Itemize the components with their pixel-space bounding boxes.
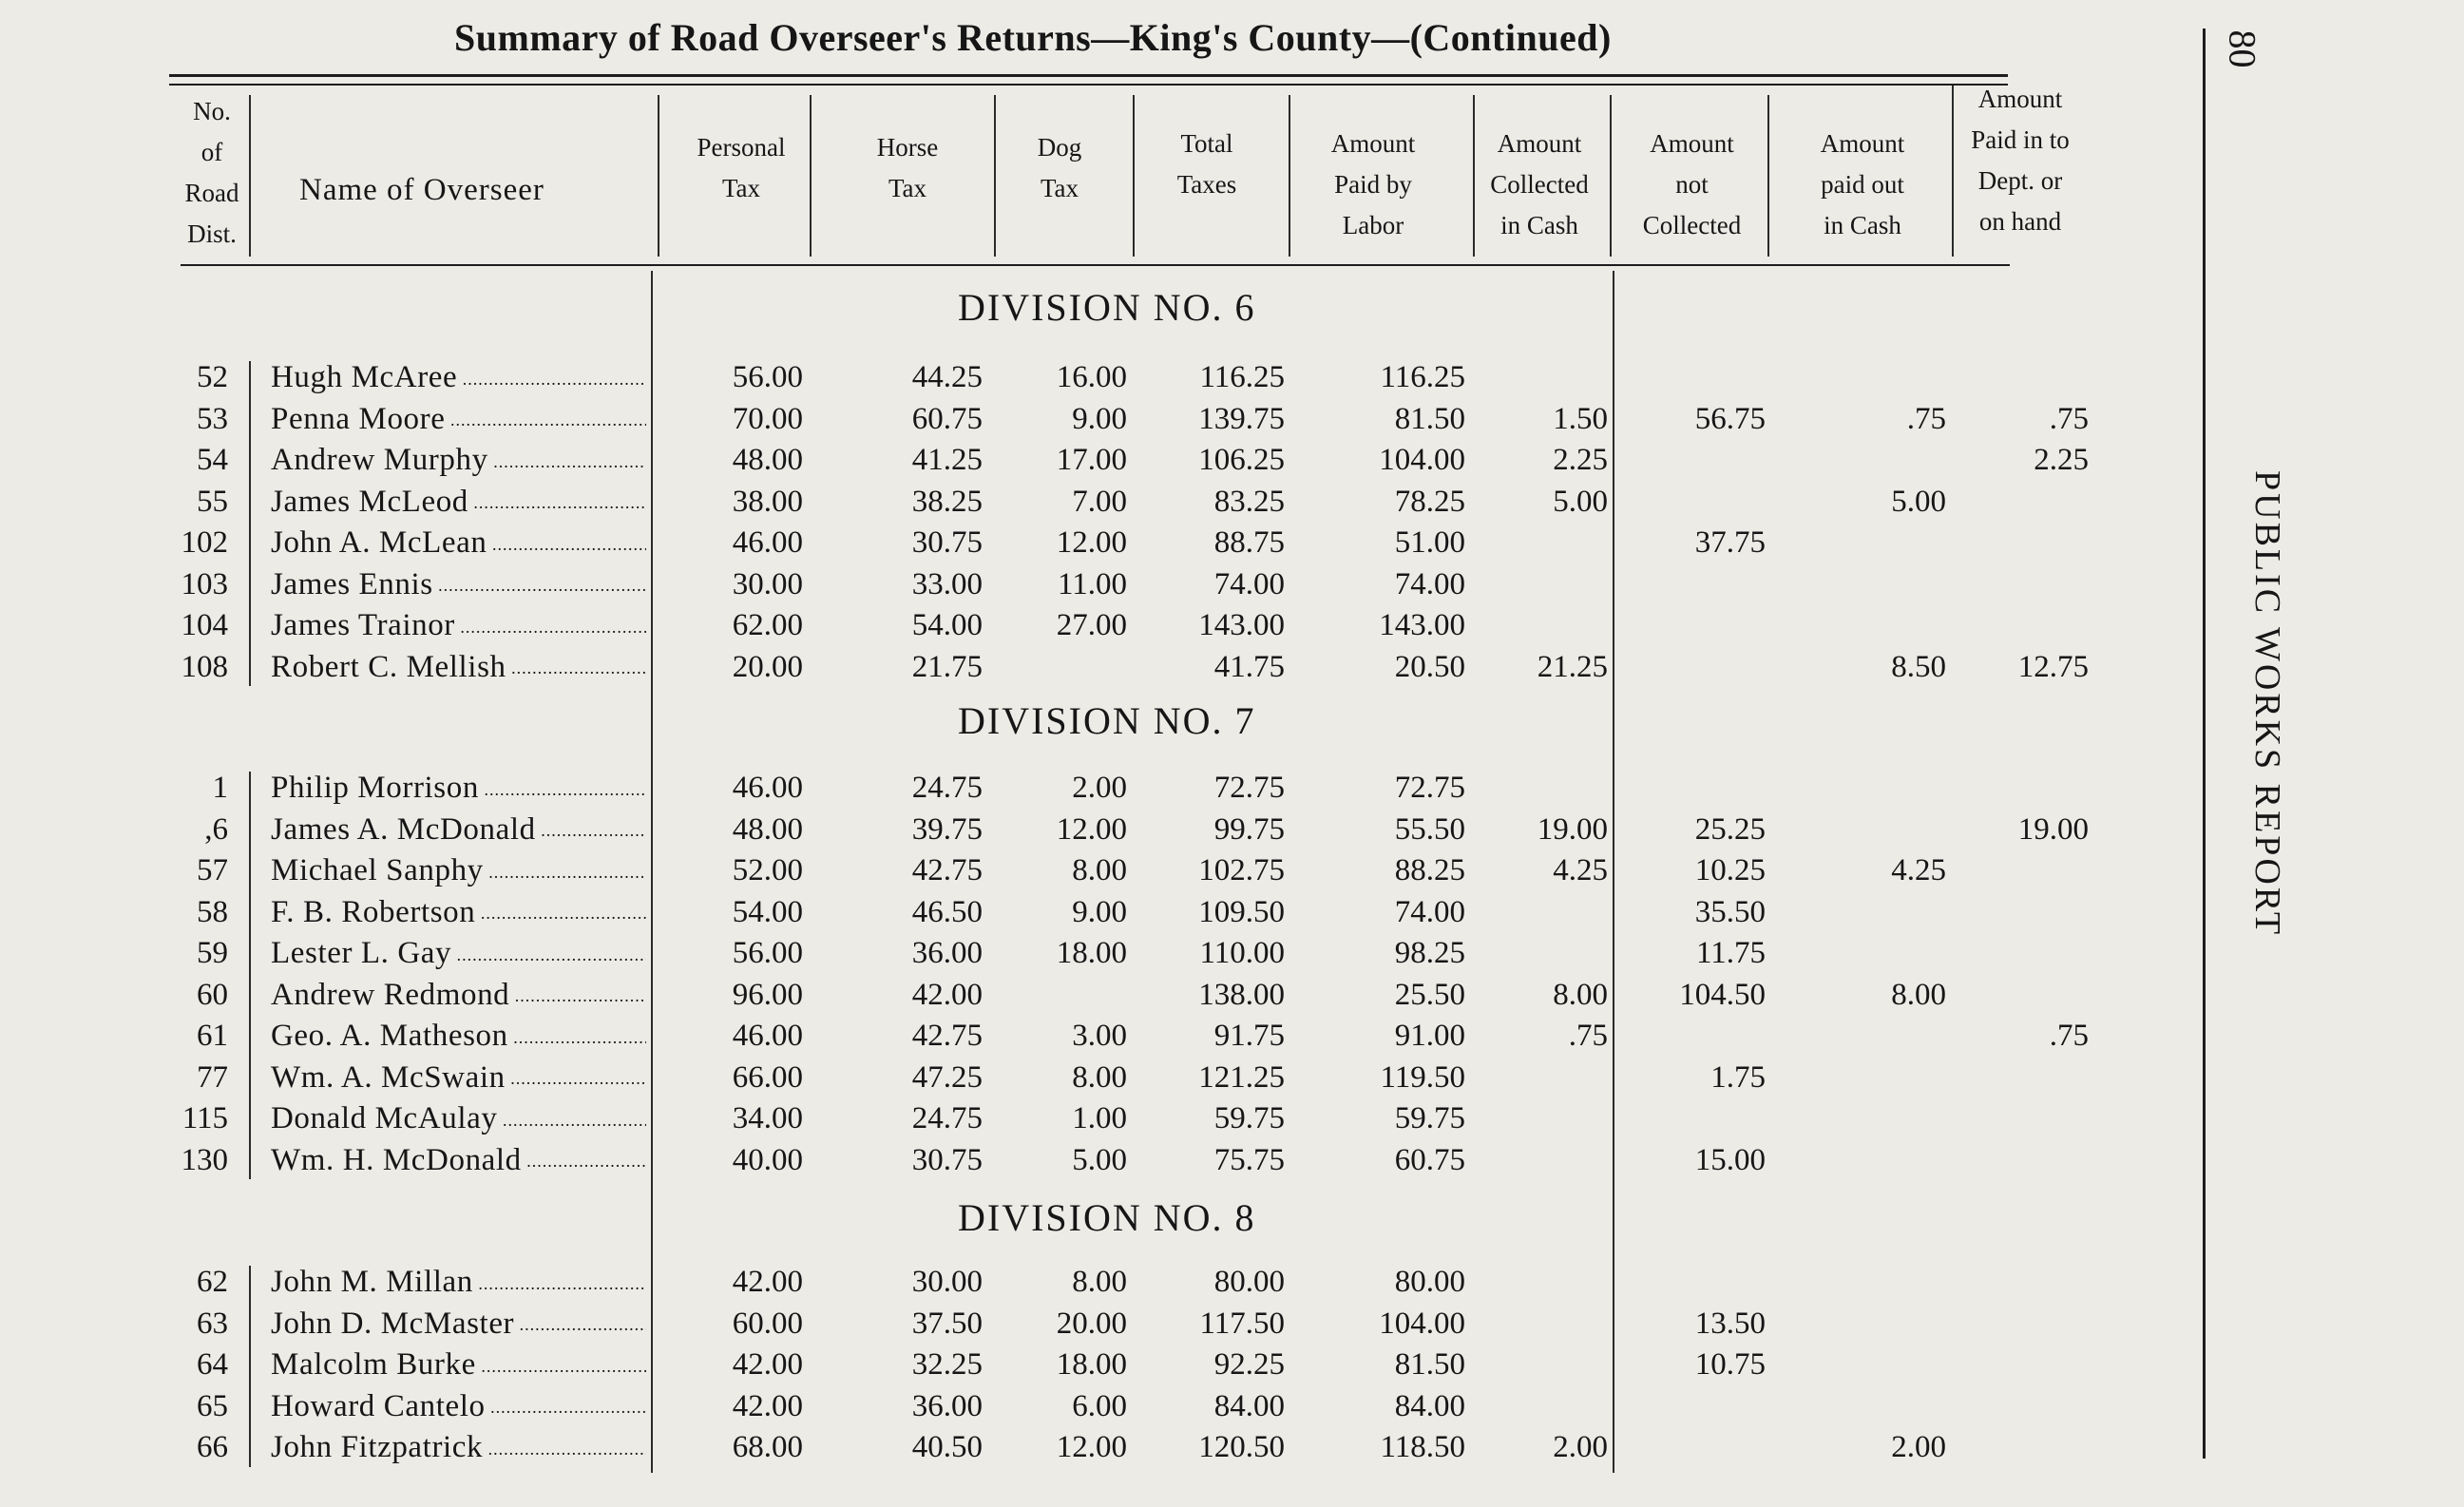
cell-paid-to-dept: .75 xyxy=(2049,1019,2089,1053)
cell-paid-by-labor: 72.75 xyxy=(1394,771,1465,805)
cell-paid-by-labor: 104.00 xyxy=(1379,443,1465,477)
cell-dog-tax: 18.00 xyxy=(1056,1347,1127,1382)
cell-collected-in-cash: 19.00 xyxy=(1537,811,1608,847)
table-row xyxy=(0,1345,2464,1385)
cell-collected-in-cash: 21.25 xyxy=(1537,649,1608,684)
header-paid-to-dept: Amount Paid in to Dept. or on hand xyxy=(1971,85,2070,236)
cell-total-taxes: 120.50 xyxy=(1198,1430,1285,1464)
cell-collected-in-cash: .75 xyxy=(1568,1019,1608,1053)
cell-paid-by-labor: 98.25 xyxy=(1394,936,1465,970)
cell-horse-tax: 24.75 xyxy=(911,1101,983,1135)
cell-total-taxes: 91.75 xyxy=(1213,1019,1285,1053)
table-row xyxy=(0,440,2464,481)
header-collected-in-cash: Amount Collected in Cash xyxy=(1490,129,1589,239)
table-row xyxy=(0,892,2464,933)
cell-horse-tax: 33.00 xyxy=(911,566,983,601)
cell-paid-to-dept: 12.75 xyxy=(2017,649,2089,684)
overseer-name: Lester L. Gay ..... xyxy=(271,933,646,976)
cell-dog-tax: 5.00 xyxy=(1072,1142,1127,1177)
table-row xyxy=(0,1058,2464,1098)
overseer-name: Geo. A. Matheson ..... xyxy=(271,1016,646,1059)
cell-paid-by-labor: 80.00 xyxy=(1394,1265,1465,1299)
cell-horse-tax: 36.00 xyxy=(911,1388,983,1423)
cell-personal-tax: 96.00 xyxy=(732,977,803,1012)
road-dist-number: 77 xyxy=(197,1059,228,1095)
cell-paid-by-labor: 91.00 xyxy=(1394,1019,1465,1053)
road-dist-number: 64 xyxy=(197,1347,228,1382)
cell-total-taxes: 41.75 xyxy=(1213,649,1285,684)
overseer-name: Michael Sanphy ..... xyxy=(271,850,646,893)
cell-paid-out-in-cash: 4.25 xyxy=(1891,853,1946,887)
overseer-name: Wm. A. McSwain ..... xyxy=(271,1058,646,1100)
cell-horse-tax: 24.75 xyxy=(911,771,983,805)
overseer-name: Malcolm Burke ..... xyxy=(271,1345,646,1387)
cell-not-collected: 35.50 xyxy=(1694,894,1766,929)
cell-dog-tax: 17.00 xyxy=(1056,443,1127,477)
page-edge-rule xyxy=(2203,29,2206,1459)
header-rule-top xyxy=(169,74,2008,77)
cell-horse-tax: 42.75 xyxy=(911,1019,983,1053)
cell-personal-tax: 60.00 xyxy=(732,1306,803,1341)
road-dist-number: 102 xyxy=(181,525,228,560)
table-row xyxy=(0,482,2464,523)
cell-personal-tax: 54.00 xyxy=(732,894,803,929)
table-row xyxy=(0,975,2464,1016)
cell-total-taxes: 138.00 xyxy=(1198,977,1285,1012)
cell-personal-tax: 56.00 xyxy=(732,360,803,394)
cell-personal-tax: 46.00 xyxy=(732,525,803,560)
cell-not-collected: 37.75 xyxy=(1694,525,1766,560)
cell-horse-tax: 36.00 xyxy=(911,936,983,970)
overseer-name: Andrew Redmond ..... xyxy=(271,975,646,1018)
overseer-name: Philip Morrison ..... xyxy=(271,768,646,811)
cell-paid-by-labor: 51.00 xyxy=(1394,525,1465,560)
header-road-dist: No. of Road Dist. xyxy=(184,97,239,248)
cell-horse-tax: 40.50 xyxy=(911,1430,983,1464)
cell-dog-tax: 7.00 xyxy=(1072,484,1127,519)
overseer-name: John A. McLean ..... xyxy=(271,523,646,565)
table-row xyxy=(0,357,2464,398)
road-dist-number: 59 xyxy=(197,936,228,970)
road-dist-number: ,6 xyxy=(204,811,228,847)
header-divider xyxy=(1289,95,1290,257)
division-heading: DIVISION NO. 7 xyxy=(958,699,1256,742)
header-horse-tax: Horse Tax xyxy=(876,133,939,202)
cell-personal-tax: 40.00 xyxy=(732,1142,803,1177)
overseer-name: Wm. H. McDonald ..... xyxy=(271,1140,646,1183)
table-row xyxy=(0,564,2464,605)
header-dog-tax: Dog Tax xyxy=(1037,133,1082,202)
division-heading: DIVISION NO. 8 xyxy=(958,1196,1256,1239)
cell-paid-by-labor: 25.50 xyxy=(1394,977,1465,1012)
cell-personal-tax: 56.00 xyxy=(732,936,803,970)
table-row xyxy=(0,1427,2464,1468)
overseer-name: Howard Cantelo ..... xyxy=(271,1386,646,1429)
road-dist-number: 104 xyxy=(181,608,228,642)
road-dist-number: 57 xyxy=(197,853,228,887)
cell-paid-by-labor: 116.25 xyxy=(1380,360,1465,394)
cell-total-taxes: 75.75 xyxy=(1213,1142,1285,1177)
overseer-name: James McLeod ..... xyxy=(271,482,646,525)
cell-personal-tax: 46.00 xyxy=(732,1019,803,1053)
cell-personal-tax: 66.00 xyxy=(732,1059,803,1095)
cell-collected-in-cash: 4.25 xyxy=(1553,853,1608,887)
cell-paid-out-in-cash: .75 xyxy=(1906,401,1946,436)
road-dist-number: 130 xyxy=(181,1142,228,1177)
road-dist-number: 55 xyxy=(197,484,228,519)
header-rule-bottom xyxy=(181,264,2010,266)
cell-paid-by-labor: 20.50 xyxy=(1394,649,1465,684)
road-dist-number: 54 xyxy=(197,443,228,477)
cell-dog-tax: 1.00 xyxy=(1072,1101,1127,1135)
table-row xyxy=(0,1386,2464,1427)
header-paid-out-in-cash: Amount paid out in Cash xyxy=(1820,129,1905,239)
cell-paid-to-dept: 19.00 xyxy=(2017,811,2089,847)
cell-paid-out-in-cash: 8.00 xyxy=(1891,977,1946,1012)
cell-dog-tax: 8.00 xyxy=(1072,1265,1127,1299)
cell-personal-tax: 42.00 xyxy=(732,1347,803,1382)
cell-total-taxes: 84.00 xyxy=(1213,1388,1285,1423)
table-row xyxy=(0,1016,2464,1057)
table-row xyxy=(0,850,2464,891)
cell-paid-by-labor: 84.00 xyxy=(1394,1388,1465,1423)
cell-dog-tax: 6.00 xyxy=(1072,1388,1127,1423)
cell-dog-tax: 9.00 xyxy=(1072,894,1127,929)
cell-dog-tax: 12.00 xyxy=(1056,525,1127,560)
side-running-title: PUBLIC WORKS REPORT xyxy=(2247,470,2287,938)
cell-personal-tax: 20.00 xyxy=(732,649,803,684)
table-row xyxy=(0,1262,2464,1303)
cell-collected-in-cash: 1.50 xyxy=(1553,401,1608,436)
cell-personal-tax: 42.00 xyxy=(732,1388,803,1423)
header-name-of-overseer: Name of Overseer xyxy=(299,173,544,207)
road-dist-number: 65 xyxy=(197,1388,228,1423)
road-dist-number: 108 xyxy=(181,649,228,684)
cell-paid-by-labor: 119.50 xyxy=(1380,1059,1465,1095)
cell-dog-tax: 12.00 xyxy=(1056,1430,1127,1464)
cell-personal-tax: 34.00 xyxy=(732,1101,803,1135)
cell-not-collected: 11.75 xyxy=(1695,936,1766,970)
road-dist-number: 115 xyxy=(181,1101,228,1135)
cell-horse-tax: 39.75 xyxy=(911,811,983,847)
cell-not-collected: 56.75 xyxy=(1694,401,1766,436)
cell-paid-by-labor: 81.50 xyxy=(1394,401,1465,436)
overseer-name: Donald McAulay ..... xyxy=(271,1098,646,1141)
road-dist-number: 53 xyxy=(197,401,228,436)
header-personal-tax: Personal Tax xyxy=(697,133,786,202)
cell-total-taxes: 143.00 xyxy=(1198,608,1285,642)
cell-total-taxes: 72.75 xyxy=(1213,771,1285,805)
cell-total-taxes: 92.25 xyxy=(1213,1347,1285,1382)
cell-personal-tax: 30.00 xyxy=(732,566,803,601)
cell-horse-tax: 38.25 xyxy=(911,484,983,519)
cell-dog-tax: 8.00 xyxy=(1072,1059,1127,1095)
cell-paid-by-labor: 59.75 xyxy=(1394,1101,1465,1135)
table-row xyxy=(0,647,2464,688)
overseer-name: John Fitzpatrick ..... xyxy=(271,1427,646,1470)
cell-dog-tax: 3.00 xyxy=(1072,1019,1127,1053)
overseer-name: Andrew Murphy ..... xyxy=(271,440,646,483)
cell-dog-tax: 11.00 xyxy=(1057,566,1127,601)
cell-collected-in-cash: 5.00 xyxy=(1553,484,1608,519)
header-not-collected: Amount not Collected xyxy=(1642,129,1742,239)
header-rule-top-2 xyxy=(169,84,2008,86)
cell-paid-by-labor: 143.00 xyxy=(1379,608,1465,642)
table-row xyxy=(0,1304,2464,1345)
header-divider xyxy=(1610,95,1612,257)
cell-dog-tax: 8.00 xyxy=(1072,853,1127,887)
cell-paid-by-labor: 81.50 xyxy=(1394,1347,1465,1382)
cell-personal-tax: 38.00 xyxy=(732,484,803,519)
overseer-name: Hugh McAree ..... xyxy=(271,357,646,400)
cell-personal-tax: 62.00 xyxy=(732,608,803,642)
road-dist-number: 1 xyxy=(212,771,228,805)
cell-total-taxes: 59.75 xyxy=(1213,1101,1285,1135)
cell-horse-tax: 32.25 xyxy=(911,1347,983,1382)
cell-dog-tax: 27.00 xyxy=(1056,608,1127,642)
cell-not-collected: 104.50 xyxy=(1679,977,1766,1012)
cell-personal-tax: 52.00 xyxy=(732,853,803,887)
cell-paid-to-dept: 2.25 xyxy=(2034,443,2089,477)
cell-horse-tax: 44.25 xyxy=(911,360,983,394)
cell-paid-to-dept: .75 xyxy=(2049,401,2089,436)
overseer-name: John M. Millan ..... xyxy=(271,1262,646,1305)
road-dist-number: 62 xyxy=(197,1265,228,1299)
cell-dog-tax: 16.00 xyxy=(1056,360,1127,394)
header-divider xyxy=(1133,95,1135,257)
cell-total-taxes: 83.25 xyxy=(1213,484,1285,519)
cell-total-taxes: 139.75 xyxy=(1198,401,1285,436)
cell-paid-by-labor: 78.25 xyxy=(1394,484,1465,519)
cell-paid-by-labor: 118.50 xyxy=(1380,1430,1465,1464)
cell-not-collected: 10.25 xyxy=(1694,853,1766,887)
cell-total-taxes: 106.25 xyxy=(1198,443,1285,477)
overseer-name: Penna Moore ..... xyxy=(271,399,646,442)
cell-not-collected: 15.00 xyxy=(1694,1142,1766,1177)
cell-total-taxes: 117.50 xyxy=(1199,1306,1285,1341)
table-row xyxy=(0,768,2464,809)
table-row xyxy=(0,933,2464,974)
table-row xyxy=(0,810,2464,850)
table-row xyxy=(0,399,2464,440)
overseer-name: F. B. Robertson ..... xyxy=(271,892,646,935)
cell-horse-tax: 42.75 xyxy=(911,853,983,887)
overseer-name: Robert C. Mellish ..... xyxy=(271,647,646,690)
cell-not-collected: 25.25 xyxy=(1694,811,1766,847)
road-dist-number: 52 xyxy=(197,360,228,394)
cell-not-collected: 13.50 xyxy=(1694,1306,1766,1341)
overseer-name: James Trainor ..... xyxy=(271,605,646,648)
cell-collected-in-cash: 8.00 xyxy=(1553,977,1608,1012)
cell-dog-tax: 2.00 xyxy=(1072,771,1127,805)
header-total-taxes: Total Taxes xyxy=(1176,129,1237,199)
cell-personal-tax: 68.00 xyxy=(732,1430,803,1464)
cell-paid-by-labor: 88.25 xyxy=(1394,853,1465,887)
cell-paid-by-labor: 74.00 xyxy=(1394,566,1465,601)
road-dist-number: 60 xyxy=(197,977,228,1012)
cell-total-taxes: 109.50 xyxy=(1198,894,1285,929)
cell-horse-tax: 37.50 xyxy=(911,1306,983,1341)
cell-total-taxes: 121.25 xyxy=(1198,1059,1285,1095)
table-row xyxy=(0,1098,2464,1139)
division-heading: DIVISION NO. 6 xyxy=(958,286,1256,329)
cell-personal-tax: 70.00 xyxy=(732,401,803,436)
cell-total-taxes: 102.75 xyxy=(1198,853,1285,887)
cell-personal-tax: 48.00 xyxy=(732,811,803,847)
cell-dog-tax: 12.00 xyxy=(1056,811,1127,847)
cell-horse-tax: 60.75 xyxy=(911,401,983,436)
cell-dog-tax: 9.00 xyxy=(1072,401,1127,436)
overseer-name: James A. McDonald ..... xyxy=(271,810,646,852)
cell-paid-by-labor: 60.75 xyxy=(1394,1142,1465,1177)
cell-paid-out-in-cash: 5.00 xyxy=(1891,484,1946,519)
cell-collected-in-cash: 2.25 xyxy=(1553,443,1608,477)
cell-paid-by-labor: 74.00 xyxy=(1394,894,1465,929)
cell-horse-tax: 30.75 xyxy=(911,1142,983,1177)
cell-personal-tax: 46.00 xyxy=(732,771,803,805)
cell-paid-by-labor: 104.00 xyxy=(1379,1306,1465,1341)
road-dist-number: 66 xyxy=(197,1430,228,1464)
cell-horse-tax: 47.25 xyxy=(911,1059,983,1095)
road-dist-number: 58 xyxy=(197,894,228,929)
header-paid-by-labor: Amount Paid by Labor xyxy=(1330,129,1416,239)
cell-horse-tax: 42.00 xyxy=(911,977,983,1012)
overseer-name: James Ennis ..... xyxy=(271,564,646,607)
header-divider xyxy=(658,95,659,257)
cell-paid-out-in-cash: 8.50 xyxy=(1891,649,1946,684)
table-row xyxy=(0,523,2464,563)
cell-dog-tax: 20.00 xyxy=(1056,1306,1127,1341)
road-dist-number: 61 xyxy=(197,1019,228,1053)
cell-horse-tax: 41.25 xyxy=(911,443,983,477)
cell-horse-tax: 30.75 xyxy=(911,525,983,560)
cell-total-taxes: 80.00 xyxy=(1213,1265,1285,1299)
page-title: Summary of Road Overseer's Returns—King's County—(Continued) xyxy=(454,16,1612,59)
cell-total-taxes: 110.00 xyxy=(1199,936,1285,970)
road-dist-number: 103 xyxy=(181,566,228,601)
table-row xyxy=(0,1140,2464,1181)
cell-dog-tax: 18.00 xyxy=(1056,936,1127,970)
cell-total-taxes: 116.25 xyxy=(1199,360,1285,394)
cell-horse-tax: 46.50 xyxy=(911,894,983,929)
cell-total-taxes: 88.75 xyxy=(1213,525,1285,560)
cell-total-taxes: 99.75 xyxy=(1213,811,1285,847)
overseer-name: John D. McMaster ..... xyxy=(271,1304,646,1346)
cell-not-collected: 10.75 xyxy=(1694,1347,1766,1382)
cell-not-collected: 1.75 xyxy=(1710,1059,1766,1095)
cell-horse-tax: 21.75 xyxy=(911,649,983,684)
header-divider xyxy=(994,95,996,257)
cell-paid-out-in-cash: 2.00 xyxy=(1891,1430,1946,1464)
cell-collected-in-cash: 2.00 xyxy=(1553,1430,1608,1464)
cell-personal-tax: 48.00 xyxy=(732,443,803,477)
road-dist-number: 63 xyxy=(197,1306,228,1341)
cell-personal-tax: 42.00 xyxy=(732,1265,803,1299)
cell-total-taxes: 74.00 xyxy=(1213,566,1285,601)
cell-horse-tax: 54.00 xyxy=(911,608,983,642)
cell-paid-by-labor: 55.50 xyxy=(1394,811,1465,847)
table-row xyxy=(0,605,2464,646)
cell-horse-tax: 30.00 xyxy=(911,1265,983,1299)
page-number: 80 xyxy=(2221,29,2264,68)
